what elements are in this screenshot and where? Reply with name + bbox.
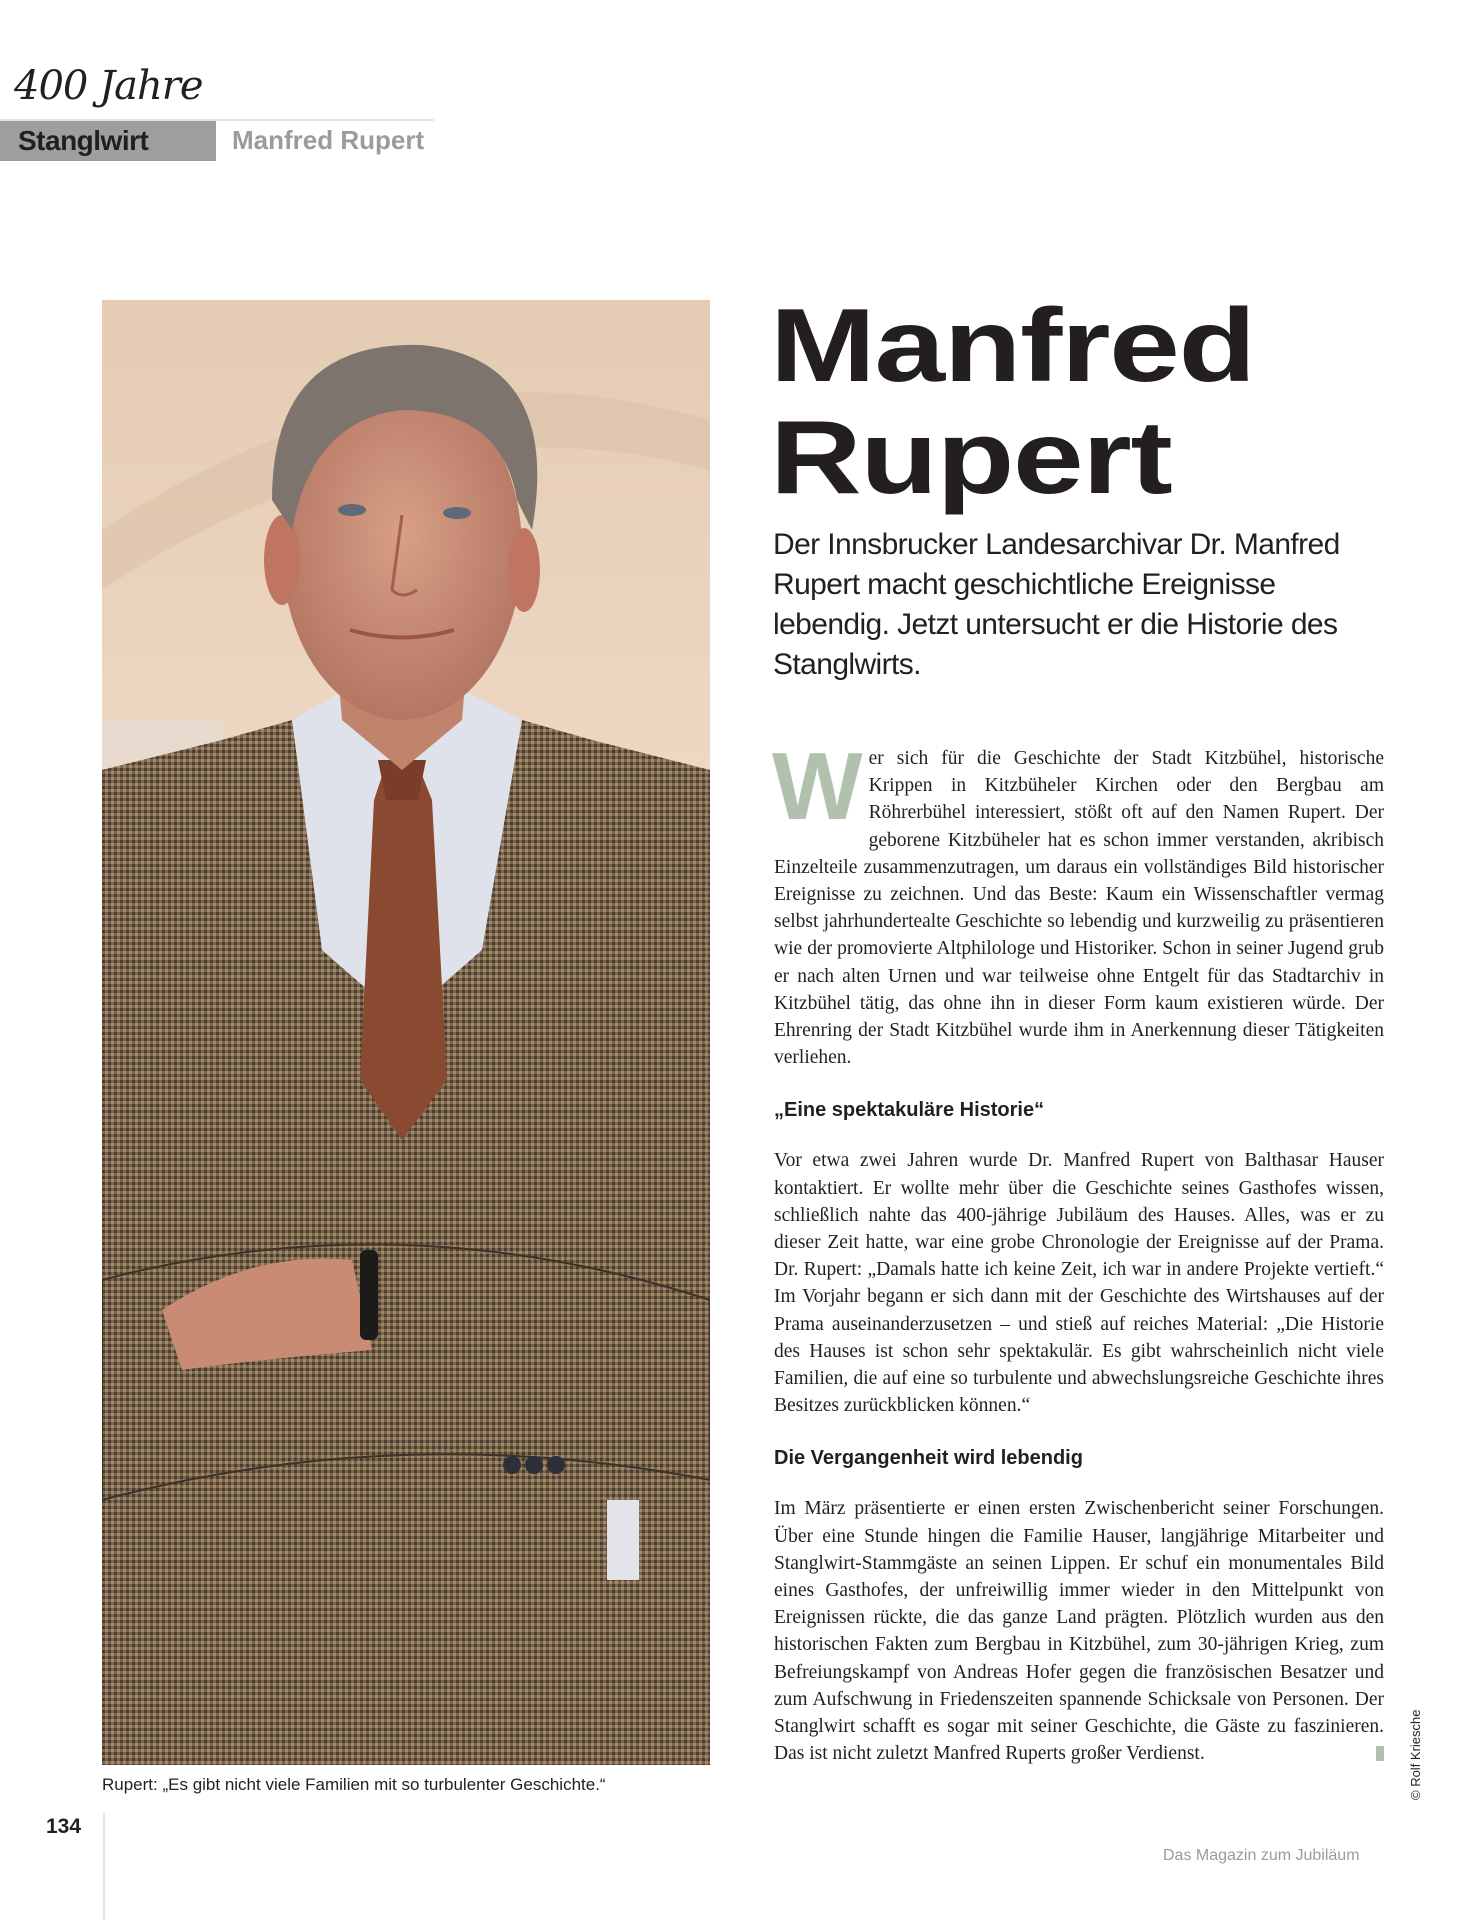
- paragraph-3: [774, 1495, 1384, 1767]
- paragraph-3-text: Im März präsentierte er einen ersten Zwischenbericht seiner Forschungen. Über eine Stunde hingen die Familie Hauser, langjährige Mitarbeiter und Stanglwirt-Stammgäste an seinen Lippen. Er schuf ein monumentales Bild eines Gasthofes, der unfreiwillig immer wieder in den Mittelpunkt von Ereignissen rückte, die das ganze Land prägten. Plötzlich wurden aus den historischen Fakten zum Bergbau in Kitzbühel, zum 30-jährigen Krieg, zum Befreiungskampf von Andreas Hofer gegen die französischen Besatzer und zum Aufschwung in Friedenszeiten spannende Schicksale von Personen. Der Stanglwirt schafft es sogar mit seiner Geschichte, die Gäste zu faszinieren. Das ist nicht zuletzt Manfred Ruperts großer Verdienst.: [774, 1498, 1384, 1765]
- footer-divider: [103, 1812, 105, 1920]
- dropcap: W: [772, 733, 863, 840]
- portrait-photo: [102, 300, 710, 1765]
- paragraph-1-text: er sich für die Geschichte der Stadt Kitzbühel, historische Krippen in Kitzbüheler Kirchen oder den Bergbau am Röhrerbühel interessiert, stößt oft auf den Namen Rupert. Der geborene Kitzbüheler hat es schon immer verstanden, akribisch Einzelteile zusammenzutragen, um daraus ein vollständiges Bild historischer Ereignisse zu zeichnen. Und das Beste: Kaum ein Wissenschaftler vermag selbst jahrhundertealte Geschichte so lebendig und kurzweilig zu präsentieren wie der promovierte Altphilologe und Historiker. Schon in seiner Jugend grub er nach alten Urnen und war teilweise ohne Entgelt für das Stadtarchiv in Kitzbühel tätig, das ohne ihn in dieser Form kaum existieren würde. Der Ehrenring der Stadt Kitzbühel wurde ihm in Anerkennung dieser Tätigkeiten verliehen.: [774, 748, 1384, 1069]
- end-mark-icon: [1376, 1746, 1384, 1761]
- paragraph-2: Vor etwa zwei Jahren wurde Dr. Manfred Rupert von Balthasar Hauser kontaktiert. Er wollte mehr über die Geschichte seines Gasthofes wissen, schließlich nahte das 400-jährige Jubiläum des Hauses. Alles, was er zu dieser Zeit hatte, war eine grobe Chronologie der Ereignisse auf der Prama. Dr. Rupert: „Damals hatte ich keine Zeit, ich war in andere Projekte vertieft.“ Im Vorjahr begann er sich dann mit der Geschichte des Wirtshauses auf der Prama auseinanderzusetzen – und stieß auf reiches Material: „Die Historie des Hauses ist schon sehr spektakulär. Es gibt wahrscheinlich nicht viele Familien, die auf eine so turbulente und abwechslungsreiche Geschichte ihres Besitzes zurückblicken können.“: [774, 1150, 1384, 1417]
- article-title-line1: Manfred: [770, 288, 1255, 404]
- header-brand: Stanglwirt: [18, 125, 149, 156]
- page-number: 134: [46, 1815, 82, 1838]
- portrait-illustration: [102, 300, 710, 1765]
- header-brand-box: [0, 121, 216, 161]
- article-lead: Der Innsbrucker Landesarchivar Dr. Manfred Rupert macht geschichtliche Ereignisse lebendig. Jetzt untersucht er die Historie des Stanglwirts.: [773, 528, 1340, 681]
- subheading-2: Die Vergangenheit wird lebendig: [774, 1447, 1083, 1470]
- photo-caption: Rupert: „Es gibt nicht viele Familien mit so turbulenter Geschichte.“: [102, 1775, 606, 1794]
- paragraph-1: [772, 733, 1384, 1071]
- article-title-line2: Rupert: [770, 400, 1172, 516]
- article-title: [770, 290, 1255, 514]
- photo-credit: © Rolf Kriesche: [1408, 1709, 1423, 1800]
- header-section-title: Manfred Rupert: [232, 125, 425, 155]
- header-script-label: 400 Jahre: [14, 63, 203, 109]
- article-body: [772, 733, 1384, 1768]
- subheading-1: „Eine spektakuläre Historie“: [774, 1099, 1045, 1122]
- magazine-name: Das Magazin zum Jubiläum: [1163, 1847, 1360, 1864]
